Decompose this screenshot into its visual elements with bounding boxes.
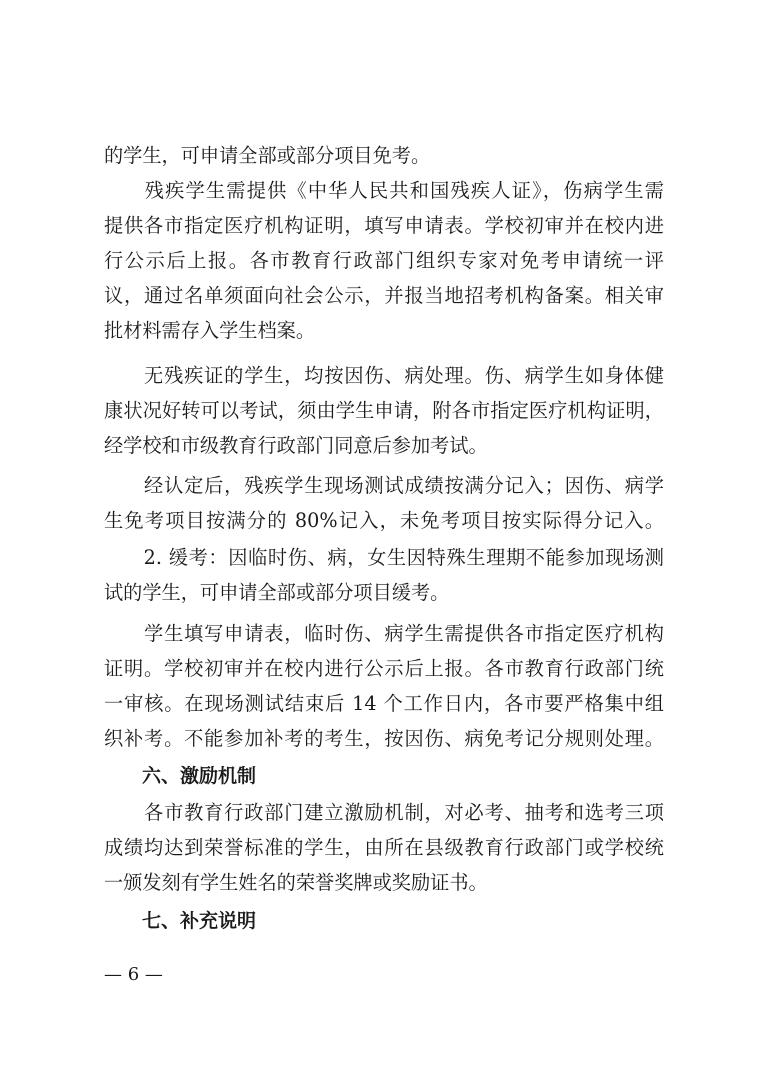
section-heading: 六、激励机制	[104, 765, 257, 787]
text-line: 织补考。不能参加补考的考生，按因伤、病免考记分规则处理。	[104, 727, 664, 750]
text-line: 2. 缓考：因临时伤、病，女生因特殊生理期不能参加现场测	[104, 546, 664, 569]
section-heading: 七、补充说明	[104, 910, 257, 932]
text-line: 试的学生，可申请全部或部分项目缓考。	[104, 581, 450, 604]
text-line: 行公示后上报。各市教育行政部门组织专家对免考申请统一评	[104, 249, 664, 272]
text-line: 康状况好转可以考试，须由学生申请，附各市指定医疗机构证明，	[104, 399, 664, 422]
text-line: 生免考项目按满分的 80%记入，未免考项目按实际得分记入。	[104, 509, 664, 532]
text-line: 经学校和市级教育行政部门同意后参加考试。	[104, 434, 488, 457]
page-number: — 6 —	[104, 964, 163, 985]
text-line: 一颁发刻有学生姓名的荣誉奖牌或奖励证书。	[104, 871, 488, 894]
text-line: 议，通过名单须面向社会公示，并报当地招考机构备案。相关审	[104, 284, 664, 307]
text-line: 一审核。在现场测试结束后 14 个工作日内，各市要严格集中组	[104, 692, 664, 715]
text-line: 无残疾证的学生，均按因伤、病处理。伤、病学生如身体健	[104, 364, 664, 387]
text-line: 批材料需存入学生档案。	[104, 319, 316, 342]
text-line: 证明。学校初审并在校内进行公示后上报。各市教育行政部门统	[104, 657, 664, 680]
text-line: 成绩均达到荣誉标准的学生，由所在县级教育行政部门或学校统	[104, 836, 664, 859]
text-line: 的学生，可申请全部或部分项目免考。	[104, 144, 431, 167]
text-line: 学生填写申请表，临时伤、病学生需提供各市指定医疗机构	[104, 622, 664, 645]
text-line: 提供各市指定医疗机构证明，填写申请表。学校初审并在校内进	[104, 214, 664, 237]
text-line: 残疾学生需提供《中华人民共和国残疾人证》，伤病学生需	[104, 179, 664, 202]
text-line: 经认定后，残疾学生现场测试成绩按满分记入；因伤、病学	[104, 474, 664, 497]
text-line: 各市教育行政部门建立激励机制，对必考、抽考和选考三项	[104, 801, 664, 824]
